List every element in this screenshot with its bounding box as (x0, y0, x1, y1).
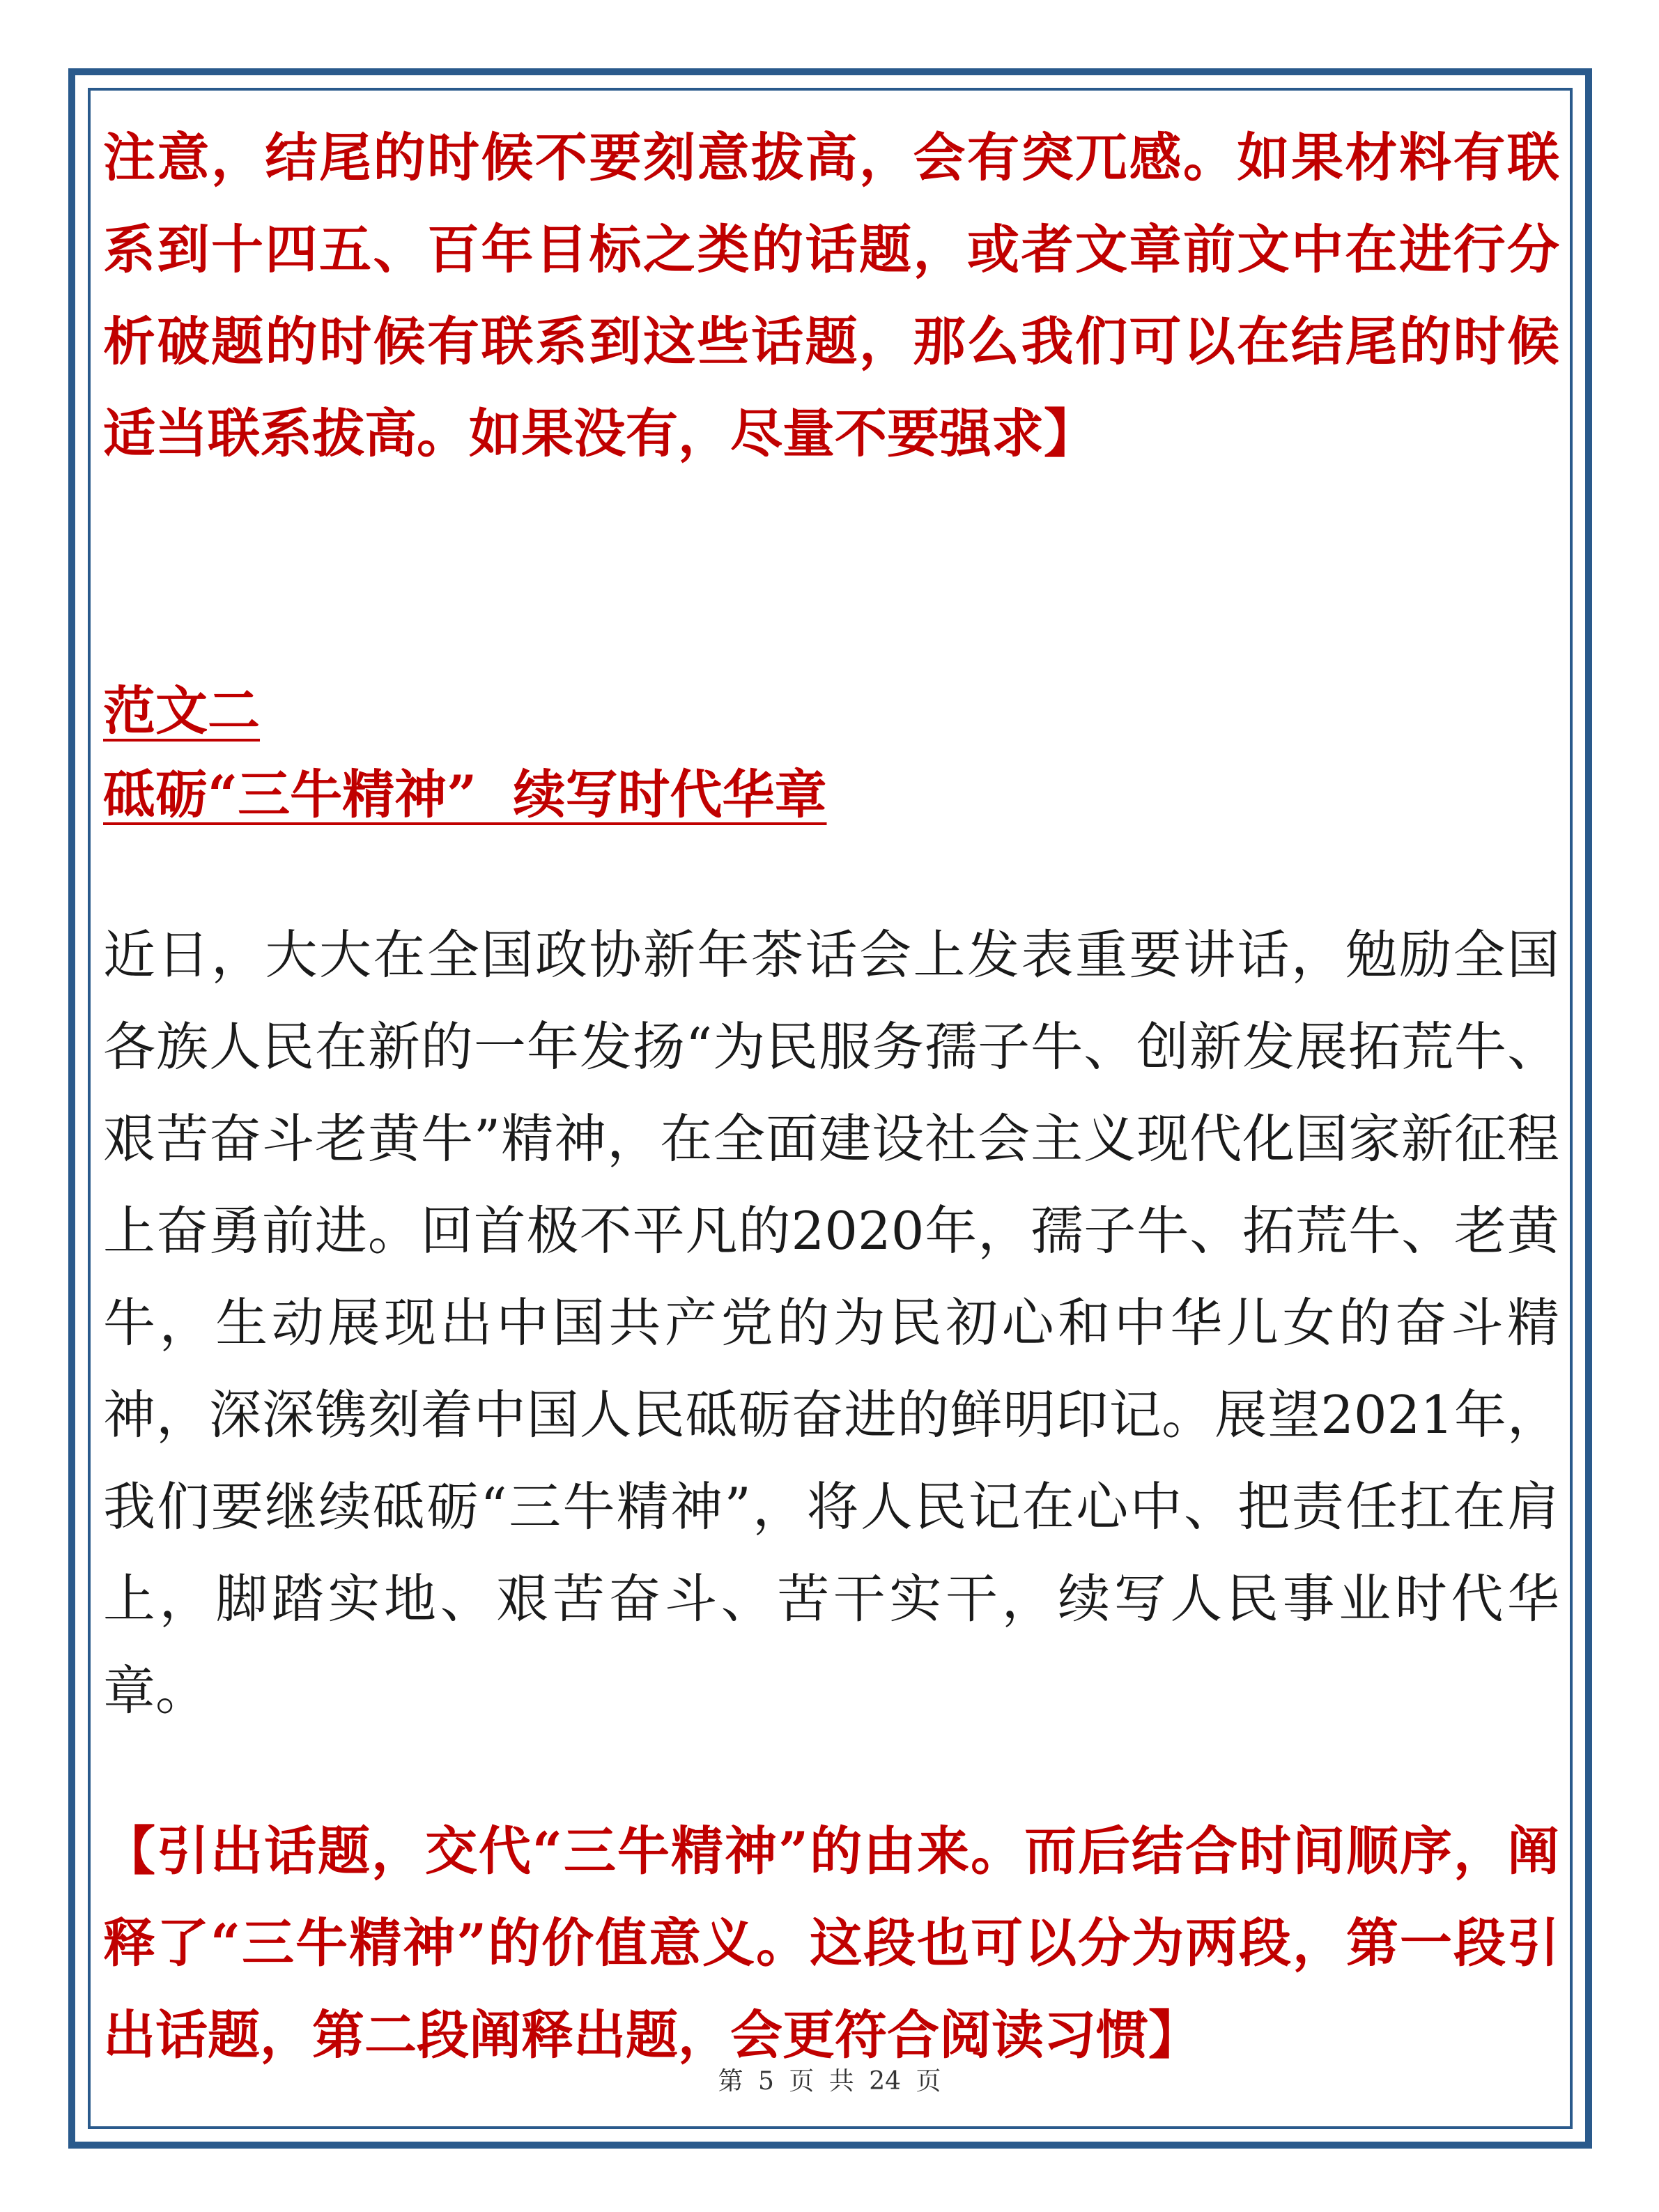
spacer (103, 479, 1559, 669)
essay-label: 范文二 (103, 680, 261, 742)
commentary-note-intro: 【引出话题，交代“三牛精神”的由来。而后结合时间顺序，阐释了“三牛精神”的价值意义。这段也可以分为两段，第一段引出话题，第二段阐释出题，会更符合阅读习惯】 (103, 1820, 1559, 2066)
page-number: 第 5 页 共 24 页 (718, 2067, 941, 2096)
essay-paragraph: 近日，大大在全国政协新年茶话会上发表重要讲话，勉励全国各族人民在新的一年发扬“为民服务孺子牛、创新发展拓荒牛、艰苦奋斗老黄牛”精神，在全面建设社会主义现代化国家新征程上奋勇前进。回首极不平凡的2020年，孺子牛、拓荒牛、老黄牛，生动展现出中国共产党的为民初心和中华儿女的奋斗精神，深深镌刻着中国人民砥砺奋进的鲜明印记。展望2021年，我们要继续砥砺“三牛精神”，将人民记在心中、把责任扛在肩上，脚踏实地、艰苦奋斗、苦干实干，续写人民事业时代华章。 (103, 924, 1559, 1721)
document-content (103, 112, 1559, 2081)
commentary-note-ending: 注意，结尾的时候不要刻意拔高，会有突兀感。如果材料有联系到十四五、百年目标之类的话题，或者文章前文中在进行分析破题的时候有联系到这些话题，那么我们可以在结尾的时候适当联系拔高。如果没有，尽量不要强求】 (103, 127, 1559, 464)
spacer (103, 836, 1559, 909)
spacer (103, 1737, 1559, 1805)
essay-title: 砥砺“三牛精神” 续写时代华章 (103, 764, 827, 825)
